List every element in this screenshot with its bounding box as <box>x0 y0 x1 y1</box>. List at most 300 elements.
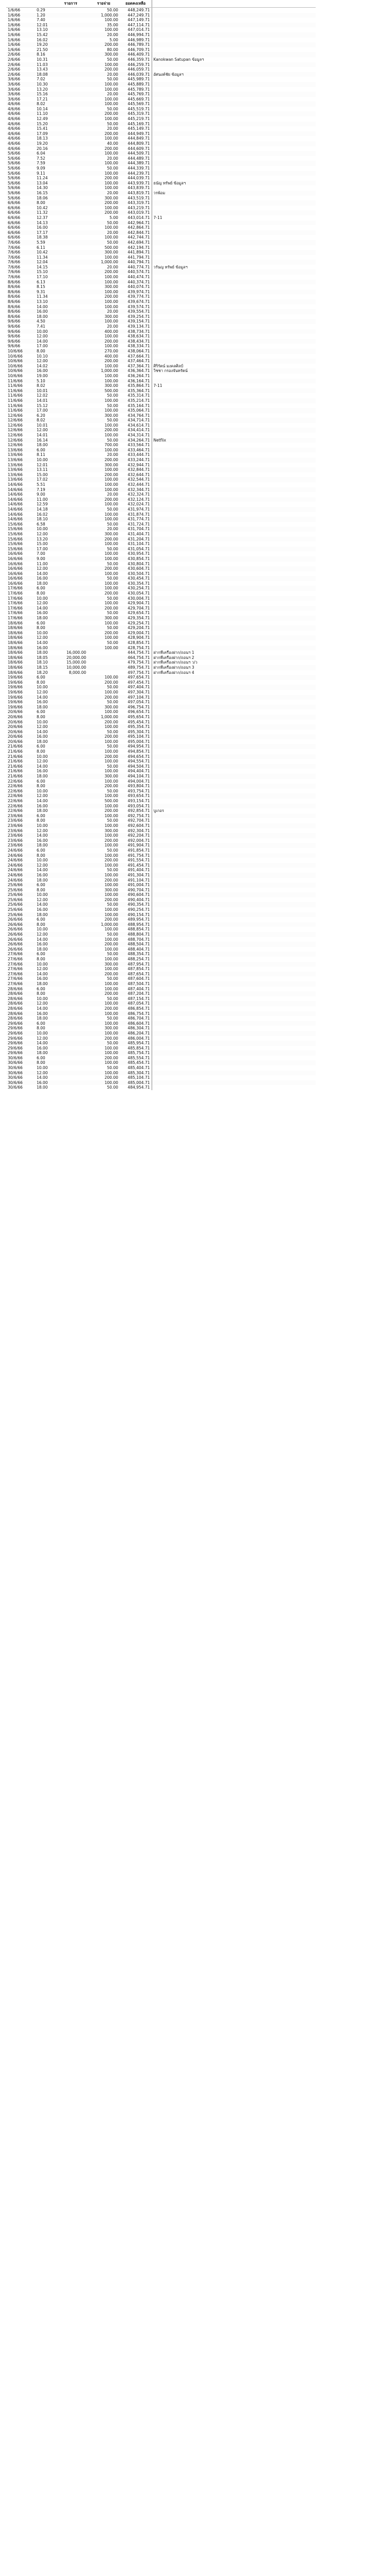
cell-balance: 435,864.71 <box>127 383 150 388</box>
table-row <box>6 438 316 443</box>
cell-description <box>152 1085 316 1090</box>
cell-description <box>152 290 316 295</box>
cell-balance: 488,404.71 <box>127 946 150 952</box>
cell-balance: 443,839.71 <box>127 185 150 191</box>
cell-deposit <box>54 42 88 47</box>
cell-time: 13.11 <box>37 467 48 472</box>
cell-balance: 496,754.71 <box>127 704 150 709</box>
cell-balance: 492,204.71 <box>127 833 150 838</box>
cell-description <box>152 122 316 127</box>
cell-time: 15.12 <box>37 403 48 408</box>
cell-date: 25/6/66 <box>8 912 23 917</box>
cell-balance: 443,014.71 <box>127 215 150 220</box>
cell-deposit <box>54 581 88 586</box>
cell-deposit <box>54 47 88 53</box>
table-row <box>6 398 316 403</box>
cell-withdraw: 100.00 <box>104 1070 118 1075</box>
table-row <box>6 1021 316 1026</box>
cell-balance: 485,404.71 <box>127 1065 150 1071</box>
cell-withdraw: 50.00 <box>107 576 118 581</box>
cell-balance: 435,164.71 <box>127 403 150 408</box>
cell-date: 22/6/66 <box>8 799 23 803</box>
cell-deposit <box>54 457 88 463</box>
cell-balance: 492,604.71 <box>127 823 150 828</box>
cell-description <box>152 957 316 962</box>
table-row <box>6 171 316 176</box>
cell-time: 6.00 <box>37 813 45 818</box>
cell-balance: 438,734.71 <box>127 329 150 334</box>
cell-balance: 440,474.71 <box>127 275 150 280</box>
cell-withdraw: 100.00 <box>104 171 118 176</box>
cell-deposit <box>54 151 88 156</box>
cell-deposit <box>54 265 88 270</box>
cell-time: 12.00 <box>37 724 48 730</box>
header-time <box>35 0 54 8</box>
cell-time: 16.00 <box>37 576 48 581</box>
cell-description <box>152 8 316 13</box>
cell-time: 12.00 <box>37 1036 48 1041</box>
table-row <box>6 744 316 749</box>
table-row <box>6 685 316 690</box>
cell-deposit <box>54 596 88 601</box>
cell-withdraw: 300.00 <box>104 413 118 418</box>
cell-withdraw: 100.00 <box>104 556 118 561</box>
cell-deposit <box>54 87 88 92</box>
cell-withdraw: 200.00 <box>104 67 118 72</box>
cell-time: 12.37 <box>37 215 48 220</box>
cell-withdraw: 20.00 <box>107 32 118 37</box>
cell-balance: 494,104.71 <box>127 774 150 779</box>
cell-description <box>152 309 316 314</box>
cell-balance: 488,954.71 <box>127 922 150 927</box>
cell-description <box>152 784 316 789</box>
cell-withdraw: 200.00 <box>104 630 118 635</box>
cell-date: 30/6/66 <box>8 1055 23 1060</box>
cell-withdraw: 100.00 <box>104 937 118 942</box>
table-row <box>6 912 316 918</box>
cell-date: 15/6/66 <box>8 521 23 527</box>
cell-withdraw: 300.00 <box>104 887 118 892</box>
cell-deposit <box>54 215 88 221</box>
table-row <box>6 843 316 848</box>
cell-date: 25/6/66 <box>8 902 23 907</box>
cell-description <box>152 863 316 868</box>
cell-date: 7/6/66 <box>8 275 21 280</box>
cell-date: 12/6/66 <box>8 418 23 423</box>
cell-description <box>152 621 316 626</box>
cell-balance: 445,989.71 <box>127 77 150 82</box>
cell-date: 14/6/66 <box>8 487 23 492</box>
table-row <box>6 1050 316 1056</box>
cell-withdraw: 20.00 <box>107 190 118 195</box>
table-row <box>6 339 316 344</box>
table-row <box>6 472 316 478</box>
cell-description <box>152 1075 316 1080</box>
cell-description <box>152 541 316 547</box>
cell-balance: 494,004.71 <box>127 778 150 784</box>
cell-description: 7-11 <box>152 215 316 221</box>
cell-balance: 447,014.71 <box>127 27 150 32</box>
cell-withdraw: 100.00 <box>104 907 118 912</box>
cell-balance: 445,569.71 <box>127 101 150 107</box>
cell-date: 4/6/66 <box>8 111 21 116</box>
cell-balance: 432,844.71 <box>127 467 150 472</box>
table-row <box>6 927 316 932</box>
cell-balance: 491,104.71 <box>127 877 150 883</box>
cell-deposit <box>54 72 88 77</box>
cell-time: 12.00 <box>37 932 48 937</box>
cell-time: 12.00 <box>37 1070 48 1075</box>
table-row <box>6 987 316 992</box>
cell-description <box>152 428 316 433</box>
cell-deposit <box>54 354 88 359</box>
table-row <box>6 596 316 601</box>
table-row <box>6 364 316 369</box>
cell-deposit <box>54 57 88 62</box>
cell-time: 18.00 <box>37 912 48 917</box>
table-row <box>6 349 316 354</box>
cell-description <box>152 269 316 275</box>
cell-balance: 434,264.71 <box>127 437 150 443</box>
cell-deposit <box>54 562 88 567</box>
cell-date: 26/6/66 <box>8 927 23 932</box>
cell-deposit <box>54 67 88 72</box>
cell-time: 6.00 <box>37 675 45 680</box>
table-row <box>6 1080 316 1086</box>
cell-time: 12.00 <box>37 428 48 433</box>
cell-time: 6.00 <box>37 952 45 957</box>
cell-date: 23/6/66 <box>8 838 23 843</box>
cell-withdraw: 20.00 <box>107 527 118 532</box>
cell-balance: 432,024.71 <box>127 502 150 507</box>
cell-balance: 491,754.71 <box>127 853 150 858</box>
transaction-table <box>6 0 316 1090</box>
cell-balance: 487,504.71 <box>127 981 150 986</box>
cell-time: 8.00 <box>37 591 45 596</box>
cell-withdraw: 100.00 <box>104 892 118 897</box>
cell-balance: 445,889.71 <box>127 81 150 87</box>
cell-deposit <box>54 359 88 364</box>
table-row <box>6 527 316 532</box>
cell-withdraw: 200.00 <box>104 1006 118 1011</box>
cell-description <box>152 482 316 487</box>
cell-description <box>152 991 316 996</box>
cell-date: 19/6/66 <box>8 704 23 709</box>
cell-date: 13/6/66 <box>8 477 23 482</box>
cell-date: 7/6/66 <box>8 245 21 250</box>
table-row <box>6 611 316 616</box>
cell-date: 14/6/66 <box>8 492 23 497</box>
cell-balance: 444,509.71 <box>127 151 150 156</box>
cell-deposit <box>54 838 88 843</box>
cell-deposit <box>54 166 88 171</box>
cell-time: 8.00 <box>37 784 45 789</box>
table-row <box>6 774 316 779</box>
table-row <box>6 185 316 191</box>
table-row <box>6 492 316 497</box>
cell-description <box>152 27 316 32</box>
cell-deposit <box>54 878 88 883</box>
cell-deposit <box>54 463 88 468</box>
cell-balance: 485,004.71 <box>127 1080 150 1085</box>
cell-balance: 432,324.71 <box>127 492 150 497</box>
cell-balance: 485,554.71 <box>127 1055 150 1060</box>
cell-date: 10/6/66 <box>8 348 23 353</box>
cell-withdraw: 300.00 <box>104 52 118 57</box>
cell-balance: 489,954.71 <box>127 917 150 922</box>
cell-date: 5/6/66 <box>8 176 21 181</box>
cell-date: 19/6/66 <box>8 685 23 690</box>
cell-balance: 436,264.71 <box>127 373 150 378</box>
cell-date: 16/6/66 <box>8 551 23 556</box>
cell-description <box>152 497 316 502</box>
cell-date: 9/6/66 <box>8 329 21 334</box>
cell-deposit <box>54 566 88 571</box>
cell-deposit <box>54 131 88 137</box>
table-row <box>6 952 316 957</box>
cell-description <box>152 981 316 987</box>
cell-withdraw: 200.00 <box>104 210 118 215</box>
cell-withdraw: 100.00 <box>104 487 118 492</box>
cell-deposit <box>54 690 88 695</box>
cell-deposit <box>54 680 88 685</box>
cell-description <box>152 146 316 151</box>
cell-date: 17/6/66 <box>8 616 23 621</box>
cell-balance: 432,644.71 <box>127 472 150 477</box>
cell-balance: 495,454.71 <box>127 719 150 724</box>
cell-balance: 431,974.71 <box>127 506 150 512</box>
cell-date: 7/6/66 <box>8 240 21 245</box>
cell-withdraw: 100.00 <box>104 27 118 32</box>
cell-balance: 496,654.71 <box>127 709 150 715</box>
table-row <box>6 730 316 735</box>
cell-time: 6.00 <box>37 586 45 591</box>
cell-description: ศิริรัตน์ มงคลศิลป์ <box>152 364 316 369</box>
cell-balance: 490,704.71 <box>127 887 150 892</box>
cell-time: 11.34 <box>37 294 48 299</box>
table-row <box>6 403 316 409</box>
table-row <box>6 82 316 87</box>
cell-deposit <box>54 730 88 735</box>
header-balance: ยอดคงเหลือ <box>120 0 152 8</box>
cell-withdraw: 100.00 <box>104 862 118 868</box>
cell-description <box>152 463 316 468</box>
cell-description <box>152 448 316 453</box>
cell-date: 26/6/66 <box>8 917 23 922</box>
cell-withdraw: 500.00 <box>104 799 118 803</box>
cell-time: 18.00 <box>37 314 48 319</box>
cell-description <box>152 700 316 705</box>
cell-withdraw: 300.00 <box>104 616 118 621</box>
cell-balance: 436,164.71 <box>127 378 150 383</box>
cell-withdraw: 100.00 <box>104 581 118 586</box>
cell-description <box>152 23 316 28</box>
cell-description <box>152 171 316 176</box>
cell-date: 4/6/66 <box>8 126 21 131</box>
cell-deposit <box>54 517 88 522</box>
cell-balance: 488,854.71 <box>127 927 150 932</box>
cell-withdraw: 100.00 <box>104 235 118 240</box>
cell-date: 9/6/66 <box>8 344 21 349</box>
cell-description <box>152 1071 316 1076</box>
cell-balance: 490,254.71 <box>127 907 150 912</box>
table-row <box>6 625 316 631</box>
cell-deposit <box>54 739 88 744</box>
cell-description <box>152 275 316 280</box>
cell-time: 12.00 <box>37 967 48 972</box>
cell-withdraw: 200.00 <box>104 457 118 463</box>
cell-withdraw: 100.00 <box>104 957 118 961</box>
cell-balance: 446,409.71 <box>127 52 150 57</box>
cell-balance: 486,304.71 <box>127 1026 150 1031</box>
cell-date: 2/6/66 <box>8 52 21 57</box>
cell-time: 10.42 <box>37 205 48 210</box>
cell-deposit <box>54 759 88 764</box>
cell-description <box>152 235 316 240</box>
cell-date: 5/6/66 <box>8 151 21 156</box>
cell-withdraw: 50.00 <box>107 788 118 793</box>
cell-deposit <box>54 1050 88 1056</box>
cell-time: 8.00 <box>37 1026 45 1031</box>
cell-deposit <box>54 1011 88 1016</box>
cell-description <box>152 522 316 527</box>
cell-time: 6.00 <box>37 620 45 625</box>
cell-time: 14.00 <box>37 971 48 976</box>
cell-time: 16.00 <box>37 976 48 981</box>
cell-deposit <box>54 1071 88 1076</box>
cell-time: 6.00 <box>37 447 45 452</box>
table-row <box>6 23 316 28</box>
cell-deposit <box>54 206 88 211</box>
cell-deposit <box>54 937 88 942</box>
cell-deposit <box>54 754 88 759</box>
cell-withdraw: 200.00 <box>104 784 118 789</box>
cell-time: 16.00 <box>37 1011 48 1016</box>
cell-balance: 438,334.71 <box>127 344 150 349</box>
cell-time: 8.02 <box>37 418 45 423</box>
cell-withdraw: 50.00 <box>107 1041 118 1046</box>
cell-date: 9/6/66 <box>8 334 21 339</box>
cell-time: 12.00 <box>37 566 48 571</box>
cell-balance: 428,854.71 <box>127 640 150 645</box>
cell-balance: 440,794.71 <box>127 260 150 265</box>
cell-time: 14.00 <box>37 1041 48 1046</box>
cell-withdraw: 50.00 <box>107 121 118 126</box>
cell-time: 12.00 <box>37 862 48 868</box>
cell-balance: 441,894.71 <box>127 250 150 255</box>
cell-withdraw: 200.00 <box>104 605 118 611</box>
cell-withdraw: 300.00 <box>104 1026 118 1031</box>
cell-description: ฝากที่เครื่องฝาก/ถอนฯ 4 <box>152 670 316 675</box>
cell-deposit <box>54 1016 88 1021</box>
cell-time: 14.00 <box>37 937 48 942</box>
cell-withdraw: 100.00 <box>104 912 118 917</box>
cell-description: 7-11 <box>152 383 316 388</box>
cell-balance: 444,609.71 <box>127 146 150 151</box>
cell-date: 2/6/66 <box>8 72 21 77</box>
cell-date: 22/6/66 <box>8 793 23 799</box>
cell-description <box>152 902 316 907</box>
cell-description <box>152 675 316 680</box>
cell-deposit <box>54 364 88 369</box>
cell-balance: 431,054.71 <box>127 546 150 551</box>
cell-withdraw: 100.00 <box>104 645 118 650</box>
table-row <box>6 38 316 43</box>
cell-withdraw: 100.00 <box>104 408 118 413</box>
cell-date: 7/6/66 <box>8 255 21 260</box>
cell-time: 7.19 <box>37 487 45 492</box>
cell-withdraw: 100.00 <box>104 833 118 838</box>
cell-time: 18.00 <box>37 443 48 448</box>
table-row <box>6 996 316 1002</box>
cell-balance: 440,774.71 <box>127 264 150 269</box>
table-row <box>6 769 316 774</box>
cell-date: 18/6/66 <box>8 665 23 670</box>
cell-withdraw: 100.00 <box>104 334 118 339</box>
cell-deposit <box>54 82 88 87</box>
cell-description <box>152 804 316 809</box>
cell-deposit <box>54 675 88 680</box>
cell-balance: 430,454.71 <box>127 576 150 581</box>
table-row <box>6 591 316 596</box>
table-row <box>6 562 316 567</box>
table-row <box>6 907 316 912</box>
cell-description <box>152 418 316 423</box>
table-row <box>6 818 316 823</box>
cell-date: 21/6/66 <box>8 754 23 759</box>
cell-balance: 444,754.71 <box>127 650 150 655</box>
cell-withdraw: 50.00 <box>107 848 118 853</box>
cell-date: 21/6/66 <box>8 769 23 774</box>
cell-deposit <box>54 398 88 403</box>
cell-balance: 436,364.71 <box>127 368 150 374</box>
cell-withdraw: 50.00 <box>107 932 118 937</box>
cell-time: 6.00 <box>37 744 45 749</box>
cell-description <box>152 423 316 428</box>
cell-balance: 430,354.71 <box>127 581 150 586</box>
cell-time: 10.00 <box>37 823 48 828</box>
cell-deposit <box>54 438 88 443</box>
table-row <box>6 650 316 655</box>
cell-withdraw: 300.00 <box>104 250 118 255</box>
cell-date: 8/6/66 <box>8 309 21 314</box>
cell-description <box>152 685 316 690</box>
cell-withdraw: 100.00 <box>104 447 118 452</box>
table-row <box>6 556 316 562</box>
cell-balance: 443,939.71 <box>127 180 150 185</box>
cell-time: 16.00 <box>37 872 48 877</box>
cell-deposit <box>54 868 88 873</box>
cell-withdraw: 100.00 <box>104 1045 118 1050</box>
cell-date: 17/6/66 <box>8 591 23 596</box>
cell-description <box>152 294 316 299</box>
cell-description <box>152 349 316 354</box>
cell-deposit <box>54 225 88 230</box>
cell-description <box>152 443 316 448</box>
cell-description <box>152 457 316 463</box>
cell-deposit <box>54 991 88 996</box>
cell-time: 6.00 <box>37 883 45 888</box>
cell-description <box>152 537 316 542</box>
cell-time: 11.00 <box>37 561 48 566</box>
cell-description <box>152 868 316 873</box>
cell-description: Kanokwan Satupan ข้อมูลฯ <box>152 57 316 62</box>
cell-time: 12.00 <box>37 897 48 902</box>
cell-date: 5/6/66 <box>8 190 21 195</box>
cell-withdraw: 50.00 <box>107 166 118 171</box>
cell-time: 18.00 <box>37 808 48 814</box>
table-row <box>6 1075 316 1080</box>
